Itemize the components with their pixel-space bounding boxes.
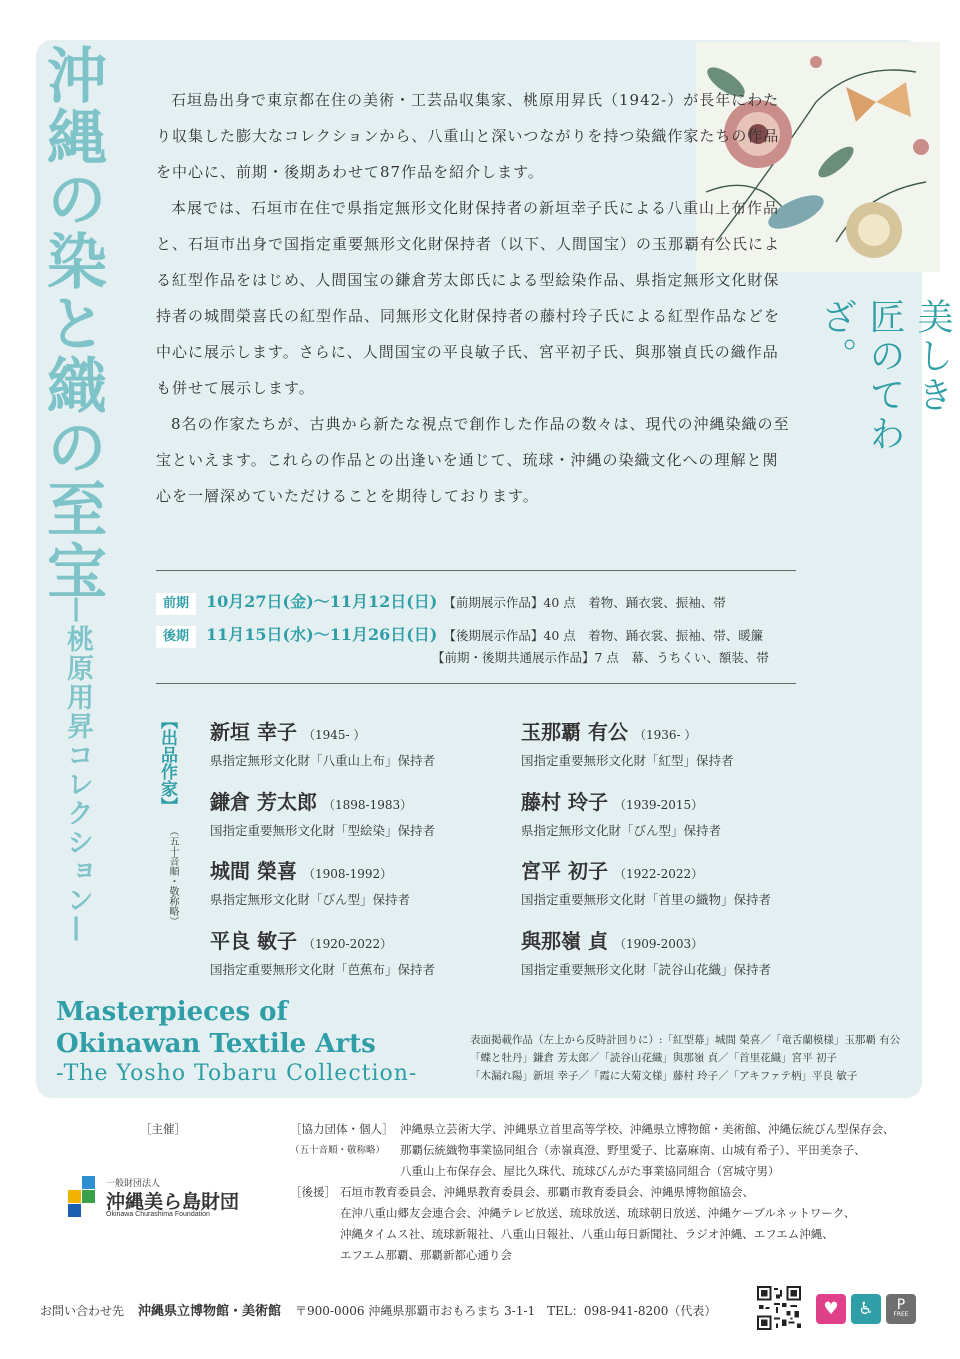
period-desc: 【後期展示作品】40 点 着物、踊衣裳、振袖、帯、暖簾 [443, 628, 764, 643]
organizer-label: ［主催］ [140, 1122, 186, 1136]
artist-desc: 県指定無形文化財「びん型」保持者 [210, 892, 411, 907]
artist-entry [210, 716, 520, 769]
artist-years: （1920-2022） [302, 937, 393, 951]
support-list [340, 1182, 855, 1266]
nursing-room-icon [816, 1294, 846, 1324]
cooperation-line: 八重山上布保存会、屋比久珠代、琉球びんがた事業協同組合（宮城守男） [400, 1164, 780, 1178]
support-label: ［後援］ [290, 1185, 336, 1199]
cooperation-note: （五十音順・敬称略） [290, 1145, 386, 1156]
artist-entry [210, 855, 520, 908]
artist-entry [521, 925, 831, 978]
exhibition-subtitle: —桃原用昇コレクション— [62, 596, 93, 944]
artists-note: （五十音順・敬称略） [167, 826, 178, 926]
support-line: 在沖八重山郷友会連合会、沖縄テレビ放送、琉球放送、琉球朝日放送、沖縄ケーブルネットワーク、 [340, 1206, 856, 1220]
featured-works-credits [470, 1031, 910, 1085]
logo-square [82, 1190, 95, 1203]
artist-years: （1936- ） [633, 728, 697, 742]
logo-square [82, 1176, 95, 1189]
artist-desc: 国指定重要無形文化財「紅型」保持者 [521, 753, 734, 768]
cooperation-label: ［協力団体・個人］ [290, 1122, 394, 1136]
artist-entry [521, 716, 831, 769]
artist-name: 藤村 玲子 [521, 790, 608, 814]
artists-heading: 【出品作家】 [157, 712, 177, 814]
organizer-logo [68, 1176, 258, 1222]
tagline-line-1: 美しき [912, 298, 953, 415]
icon-glyph: ♥ [823, 1299, 839, 1319]
artist-desc: 国指定重要無形文化財「芭蕉布」保持者 [210, 962, 436, 977]
icon-glyph: ♿ [858, 1299, 874, 1319]
period-desc: 【前期展示作品】40 点 着物、踊衣裳、振袖、帯 [443, 595, 726, 610]
artist-entry [521, 855, 831, 908]
english-title-line-3: -The Yosho Tobaru Collection- [56, 1061, 418, 1086]
contact-address: 〒900-0006 沖縄県那覇市おもろまち 3-1-1 TEL：098-941-8200（代表） [295, 1304, 717, 1318]
artist-desc: 国指定重要無形文化財「読谷山花織」保持者 [521, 962, 772, 977]
artist-years: （1945- ） [302, 728, 366, 742]
artist-name: 鎌倉 芳太郎 [210, 790, 317, 814]
intro-text [156, 82, 792, 514]
logo-square [68, 1190, 81, 1203]
artist-desc: 国指定重要無形文化財「型絵染」保持者 [210, 823, 436, 838]
artist-entry [210, 925, 520, 978]
artist-years: （1908-1992） [302, 867, 393, 881]
logo-name: 沖縄美ら島財団 [106, 1191, 240, 1213]
divider [156, 683, 796, 684]
logo-english: Okinawa Churashima Foundation [106, 1211, 210, 1218]
artist-name: 與那嶺 貞 [521, 929, 608, 953]
support-line: 沖縄タイムス社、琉球新報社、八重山日報社、八重山毎日新聞社、ラジオ沖縄、エフエム沖縄、 [340, 1227, 834, 1241]
icon-caption: FREE [893, 1311, 909, 1318]
artist-desc: 県指定無形文化財「びん型」保持者 [521, 823, 722, 838]
divider [156, 570, 796, 571]
tagline-line-2: 匠のてわざ。 [816, 298, 905, 454]
logo-square [68, 1204, 81, 1217]
artist-name: 城間 榮喜 [210, 859, 297, 883]
artist-years: （1939-2015） [613, 798, 704, 812]
period-badge: 後期 [156, 626, 196, 648]
tagline [812, 298, 956, 528]
schedule-row-early [156, 589, 726, 615]
qr-code[interactable] [757, 1286, 801, 1330]
schedule-row-late [156, 622, 763, 648]
english-title-line-1: Masterpieces of [56, 997, 288, 1027]
logo-small-text: 一般財団法人 [106, 1179, 161, 1189]
support-line: エフエム那覇、那覇新都心通り会 [340, 1248, 512, 1262]
icon-glyph: P [896, 1297, 906, 1313]
artist-years: （1909-2003） [613, 937, 704, 951]
credits-line: 「蝶と牡丹」鎌倉 芳太郎／「読谷山花織」與那嶺 貞／「首里花織」宮平 初子 [470, 1052, 838, 1064]
artist-entry [521, 786, 831, 839]
support-line: 石垣市教育委員会、沖縄県教育委員会、那覇市教育委員会、沖縄県博物館協会、 [340, 1185, 754, 1199]
exhibition-title: 沖縄の染と織の至宝 [37, 44, 107, 602]
artist-name: 玉那覇 有公 [521, 720, 628, 744]
artist-desc: 国指定重要無形文化財「首里の織物」保持者 [521, 892, 772, 907]
english-title [56, 996, 417, 1088]
credits-line: 「木漏れ陽」新垣 幸子／「霞に大菊文様」藤村 玲子／「アキファテ柄」平良 敏子 [470, 1070, 858, 1082]
cooperation-line: 沖縄県立芸術大学、沖縄県立首里高等学校、沖縄県立博物館・美術館、沖縄伝統びん型保存会、 [400, 1122, 895, 1136]
artist-entry [210, 786, 520, 839]
period-dates: 11月15日(水)～11月26日(日) [206, 625, 438, 644]
contact-org: 沖縄県立博物館・美術館 [138, 1304, 282, 1319]
contact-info [40, 1300, 716, 1319]
cooperation-list [400, 1119, 895, 1182]
artist-years: （1922-2022） [613, 867, 704, 881]
free-parking-icon [886, 1294, 916, 1324]
period-dates: 10月27日(金)～11月12日(日) [206, 592, 438, 611]
artist-name: 新垣 幸子 [210, 720, 297, 744]
credits-line: 表面掲載作品（左上から反時計回りに）:「紅型幕」城間 榮喜／「竜舌蘭模様」玉那覇 有公 [470, 1034, 901, 1046]
artist-name: 宮平 初子 [521, 859, 608, 883]
contact-label: お問い合わせ先 [40, 1304, 125, 1318]
wheelchair-icon [851, 1294, 881, 1324]
intro-paragraph: 本展では、石垣市在住で県指定無形文化財保持者の新垣幸子氏による八重山上布作品と、石垣市出身で国指定重要無形文化財保持者（以下、人間国宝）の玉那覇有公氏による紅型作品をはじめ、人間国宝の鎌倉芳太郎氏による型絵染作品、県指定無形文化財保持者の城間榮喜氏の紅型作品、同無形文化財保持者の藤村玲子氏による紅型作品などを中心に展示します。さらに、人間国宝の平良敏子氏、宮平初子氏、與那嶺貞氏の織作品も併せて展示します。 [156, 199, 781, 397]
artist-desc: 県指定無形文化財「八重山上布」保持者 [210, 753, 436, 768]
cooperation-line: 那覇伝統織物事業協同組合（赤嶺真澄、野里愛子、比嘉麻南、山城有希子）、平田美奈子、 [400, 1143, 866, 1157]
artist-years: （1898-1983） [322, 798, 413, 812]
schedule-common: 【前期・後期共通展示作品】7 点 幕、うちくい、額装、帯 [432, 650, 769, 665]
intro-paragraph: 8名の作家たちが、古典から新たな視点で創作した作品の数々は、現代の沖縄染織の至宝といえます。これらの作品との出逢いを通じて、琉球・沖縄の染織文化への理解と関心を一層深めていただけることを期待しております。 [156, 415, 790, 505]
artist-name: 平良 敏子 [210, 929, 297, 953]
period-badge: 前期 [156, 593, 196, 615]
english-title-line-2: Okinawan Textile Arts [56, 1029, 376, 1059]
intro-paragraph: 石垣島出身で東京都在住の美術・工芸品収集家、桃原用昇氏（1942-）が長年にわたり収集した膨大なコレクションから、八重山と深いつながりを持つ染織作家たちの作品を中心に、前期・後期あわせて87作品を紹介します。 [156, 91, 780, 181]
